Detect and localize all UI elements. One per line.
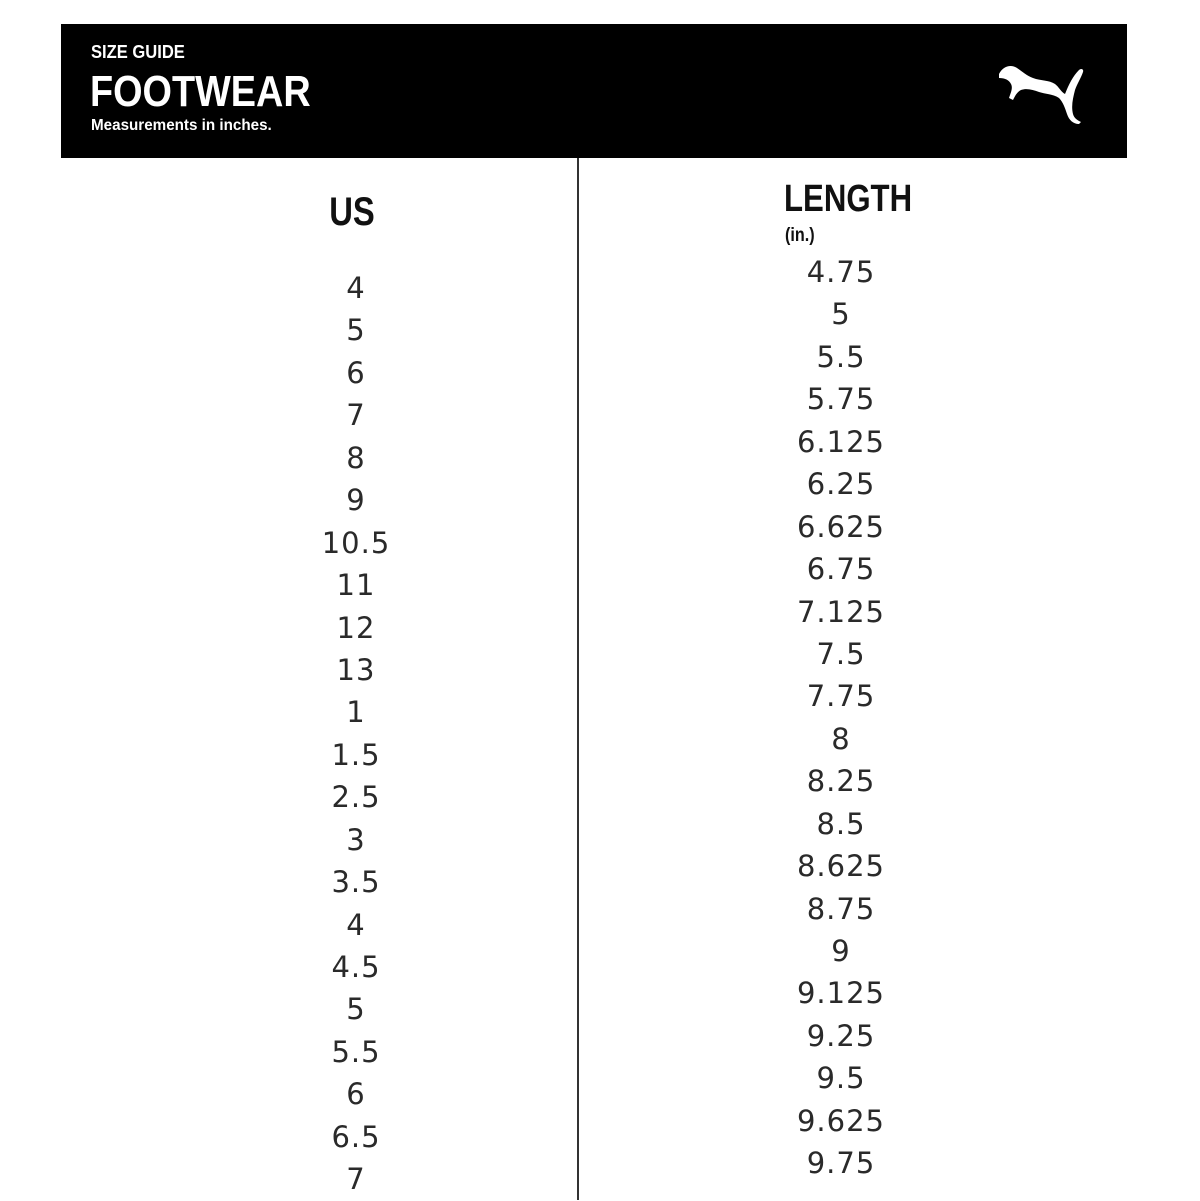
column-divider — [577, 158, 579, 1200]
measurement-note: Measurements in inches. — [91, 117, 272, 134]
us-size-cell: 1 — [346, 695, 366, 730]
us-size-cell: 2.5 — [331, 780, 381, 815]
us-size-cell: 7 — [346, 1162, 366, 1197]
length-cell: 9 — [831, 934, 851, 968]
length-cell: 7.125 — [796, 594, 886, 629]
length-column-header: LENGTH — [784, 178, 913, 220]
length-cell: 9.125 — [796, 976, 886, 1011]
us-size-cell: 4.5 — [331, 950, 381, 984]
length-cell: 6.625 — [796, 509, 886, 544]
length-cell: 9.5 — [816, 1061, 866, 1096]
us-column-header: US — [329, 190, 375, 234]
length-cell: 8.25 — [806, 764, 876, 799]
us-size-cell: 7 — [346, 398, 366, 433]
us-size-cell: 13 — [336, 652, 376, 687]
us-size-cell: 6 — [346, 1077, 366, 1112]
length-cell: 6.125 — [796, 424, 886, 459]
us-size-cell: 1.5 — [331, 737, 381, 772]
us-size-cell: 5.5 — [331, 1034, 381, 1069]
length-unit-label: (in.) — [785, 225, 815, 246]
length-cell: 5.5 — [816, 339, 866, 374]
length-cell: 9.625 — [796, 1103, 886, 1138]
length-cell: 8.5 — [816, 806, 866, 841]
length-cell: 4.75 — [806, 255, 876, 289]
us-size-cell: 5 — [346, 313, 366, 348]
header-banner — [61, 24, 1127, 158]
us-size-cell: 6.5 — [331, 1119, 381, 1154]
length-cell: 8.625 — [796, 849, 886, 884]
us-size-cell: 11 — [336, 568, 376, 603]
length-cell: 8.75 — [806, 891, 876, 926]
length-list — [741, 251, 941, 1185]
puma-cat-logo-icon — [997, 54, 1087, 126]
us-size-cell: 10.5 — [321, 525, 391, 560]
page-title: FOOTWEAR — [90, 67, 311, 116]
length-cell: 7.75 — [806, 679, 876, 714]
length-cell: 9.25 — [806, 1018, 876, 1053]
length-cell: 9.75 — [806, 1146, 876, 1181]
us-size-cell: 8 — [346, 440, 366, 475]
length-cell: 6.75 — [806, 552, 876, 587]
us-size-cell: 5 — [346, 992, 366, 1027]
length-cell: 7.5 — [816, 636, 866, 671]
length-cell: 5.75 — [806, 382, 876, 417]
size-guide-label: SIZE GUIDE — [91, 42, 185, 62]
length-cell: 6.25 — [806, 467, 876, 502]
length-cell: 5 — [831, 297, 851, 332]
us-size-cell: 4 — [346, 907, 366, 942]
us-size-cell: 6 — [346, 355, 366, 390]
us-size-cell: 12 — [336, 610, 376, 645]
us-size-cell: 3 — [346, 822, 366, 857]
us-size-cell: 9 — [346, 483, 366, 518]
length-cell: 8 — [831, 721, 851, 756]
us-size-cell: 4 — [346, 271, 366, 305]
us-size-cell: 3.5 — [331, 865, 381, 900]
us-size-list — [256, 267, 456, 1201]
